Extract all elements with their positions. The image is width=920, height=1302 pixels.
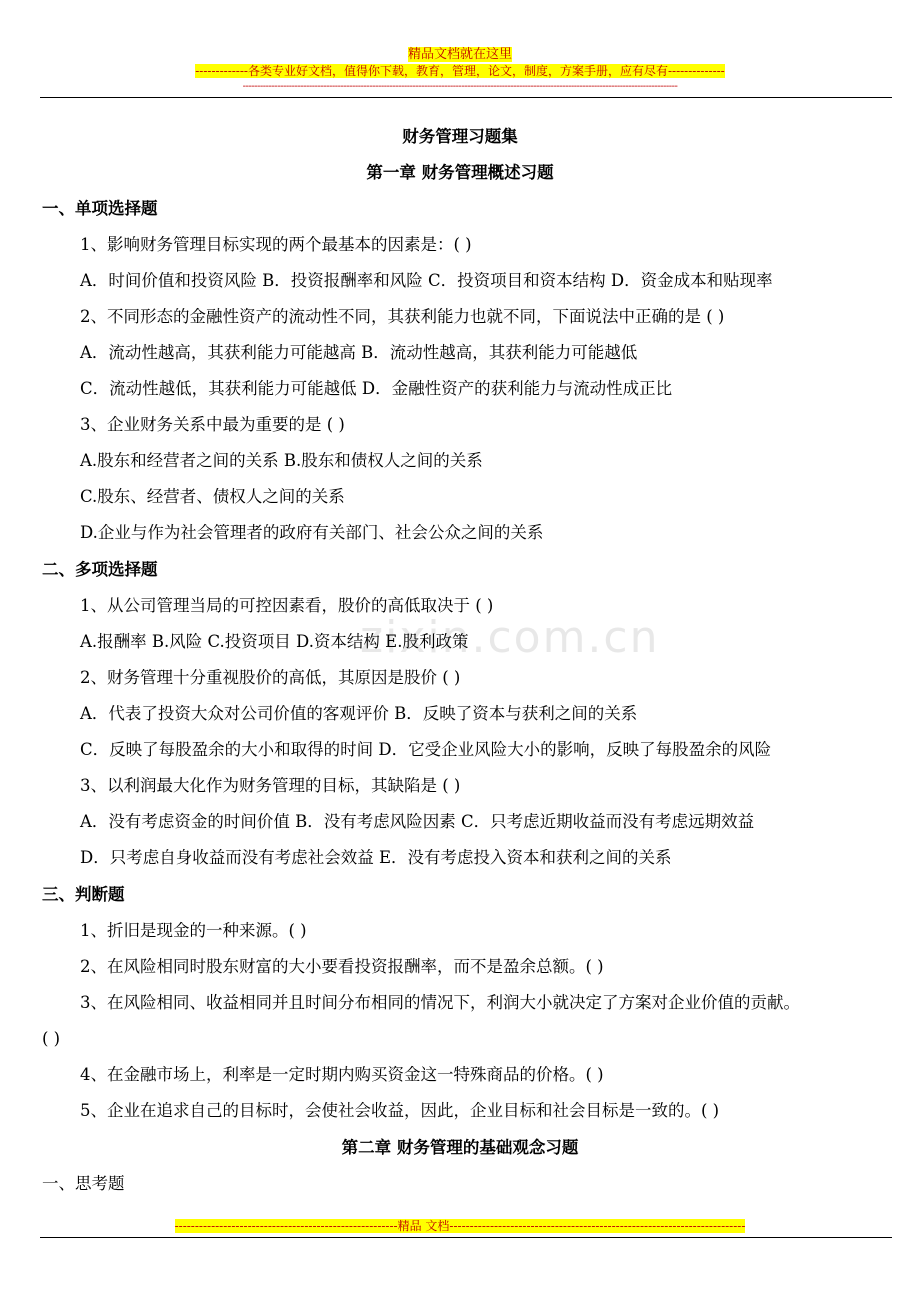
header-banner-text: 精品文档就在这里	[407, 47, 512, 62]
header-rule	[40, 97, 892, 98]
header-tagline-text: -------------各类专业好文档，值得你下载，教育，管理，论文，制度，方案手册，应有尽有--------------	[195, 64, 725, 78]
question-options: C．反映了每股盈余的大小和取得的时间 D．它受企业风险大小的影响，反映了每股盈余的风险	[80, 740, 772, 759]
footer-banner	[0, 1217, 920, 1234]
footer-rule	[40, 1237, 892, 1238]
question-text: 1、影响财务管理目标实现的两个最基本的因素是：( )	[80, 235, 472, 254]
question-text: 2、在风险相同时股东财富的大小要看投资报酬率，而不是盈余总额。( )	[80, 957, 604, 976]
header-dashes: -------------------------------------------------------------------------------------------------------------------------------------------------------	[242, 81, 678, 92]
section-multiple-choice-heading: 二、多项选择题	[42, 560, 158, 579]
question-options: C．流动性越低，其获利能力可能越低 D．金融性资产的获利能力与流动性成正比	[80, 379, 673, 398]
question-text: 3、在风险相同、收益相同并且时间分布相同的情况下，利润大小就决定了方案对企业价值的贡献。	[80, 993, 800, 1012]
question-text: 5、企业在追求自己的目标时，会使社会收益，因此，企业目标和社会目标是一致的。( )	[80, 1101, 720, 1120]
footer-banner-text: -------------------------------------------------------精品 文档-------------------------------------------------------------------------	[174, 1219, 746, 1233]
section-true-false-heading: 三、判断题	[42, 885, 125, 904]
section-single-choice-heading: 一、单项选择题	[42, 199, 158, 218]
question-text: 2、不同形态的金融性资产的流动性不同，其获利能力也就不同，下面说法中正确的是 ( )	[80, 307, 725, 326]
question-options: A．没有考虑资金的时间价值 B．没有考虑风险因素 C．只考虑近期收益而没有考虑远期效益	[80, 812, 755, 831]
chapter1-title: 第一章 财务管理概述习题	[366, 163, 554, 182]
question-answer-blank: ( )	[42, 1029, 61, 1048]
question-options: A．代表了投资大众对公司价值的客观评价 B．反映了资本与获利之间的关系	[80, 704, 638, 723]
question-text: 2、财务管理十分重视股价的高低，其原因是股价 ( )	[80, 668, 461, 687]
question-options: C.股东、经营者、债权人之间的关系	[80, 487, 345, 506]
question-text: 1、折旧是现金的一种来源。( )	[80, 921, 307, 940]
section-thinking-questions-heading: 一、思考题	[42, 1174, 125, 1193]
question-text: 3、企业财务关系中最为重要的是 ( )	[80, 415, 345, 434]
question-options: A．时间价值和投资风险 B．投资报酬率和风险 C．投资项目和资本结构 D．资金成本和贴现率	[80, 271, 773, 290]
question-options: A.报酬率 B.风险 C.投资项目 D.资本结构 E.股利政策	[80, 632, 469, 651]
question-text: 4、在金融市场上，利率是一定时期内购买资金这一特殊商品的价格。( )	[80, 1065, 604, 1084]
question-text: 1、从公司管理当局的可控因素看，股价的高低取决于 ( )	[80, 596, 494, 615]
chapter2-title: 第二章 财务管理的基础观念习题	[341, 1138, 579, 1157]
document-title: 财务管理习题集	[402, 127, 518, 146]
question-options: D．只考虑自身收益而没有考虑社会效益 E．没有考虑投入资本和获利之间的关系	[80, 848, 672, 867]
question-options: A．流动性越高，其获利能力可能越高 B．流动性越高，其获利能力可能越低	[80, 343, 638, 362]
header-tagline	[0, 62, 920, 79]
header-banner	[0, 43, 920, 62]
question-options: A.股东和经营者之间的关系 B.股东和债权人之间的关系	[80, 451, 483, 470]
question-options: D.企业与作为社会管理者的政府有关部门、社会公众之间的关系	[80, 523, 544, 542]
watermark: zixin.com.cn	[360, 612, 660, 663]
question-text: 3、以利润最大化作为财务管理的目标，其缺陷是 ( )	[80, 776, 461, 795]
